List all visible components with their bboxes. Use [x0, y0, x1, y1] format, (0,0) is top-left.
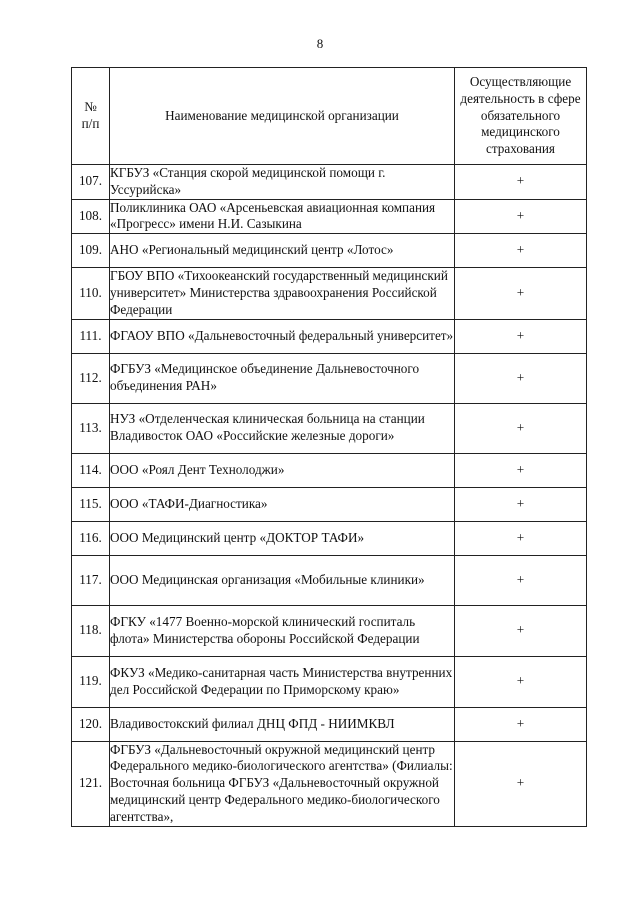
- organization-name: ФКУЗ «Медико-санитарная часть Министерства внутренних дел Российской Федерации по Приморскому краю»: [110, 656, 455, 707]
- table-row: [72, 605, 587, 656]
- header-number: [72, 68, 110, 165]
- page-number: 8: [316, 36, 324, 51]
- header-number-abbr: п/п: [81, 116, 100, 131]
- organization-name: ООО Медицинская организация «Мобильные клиники»: [110, 555, 455, 605]
- organization-name: Поликлиника ОАО «Арсеньевская авиационная компания «Прогресс» имени Н.И. Сазыкина: [110, 199, 455, 234]
- table-row: [72, 741, 587, 826]
- organization-name: КГБУЗ «Станция скорой медицинской помощи г. Уссурийска»: [110, 165, 455, 200]
- row-number: 113.: [72, 403, 110, 453]
- header-number-symbol: №: [84, 99, 97, 115]
- oms-mark: +: [455, 165, 587, 200]
- organizations-table: [71, 67, 587, 827]
- table-row: [72, 199, 587, 234]
- header-oms-activity: Осуществляющие деятельность в сфере обязательного медицинского страхования: [455, 68, 587, 165]
- row-number: 109.: [72, 234, 110, 268]
- table-row: [72, 521, 587, 555]
- table-row: [72, 353, 587, 403]
- organization-name: ФГБУЗ «Дальневосточный окружной медицинский центр Федерального медико-биологического агентства» (Филиалы: Восточная больница ФГБУЗ «Дальневосточный окружной медицинский центр Федерального медико-биологического агентства»,: [110, 741, 455, 826]
- oms-mark: +: [455, 268, 587, 319]
- oms-mark: +: [455, 605, 587, 656]
- organization-name: ООО Медицинский центр «ДОКТОР ТАФИ»: [110, 521, 455, 555]
- oms-mark: +: [455, 521, 587, 555]
- row-number: 117.: [72, 555, 110, 605]
- oms-mark: +: [455, 234, 587, 268]
- organization-name: НУЗ «Отделенческая клиническая больница на станции Владивосток ОАО «Российские железные дороги»: [110, 403, 455, 453]
- table-row: [72, 555, 587, 605]
- header-organization-name: Наименование медицинской организации: [110, 68, 455, 165]
- row-number: 121.: [72, 741, 110, 826]
- row-number: 116.: [72, 521, 110, 555]
- table-header-row: [72, 68, 587, 165]
- row-number: 118.: [72, 605, 110, 656]
- oms-mark: +: [455, 555, 587, 605]
- organization-name: ООО «Роял Дент Технолоджи»: [110, 453, 455, 487]
- oms-mark: +: [455, 199, 587, 234]
- table-row: [72, 656, 587, 707]
- oms-mark: +: [455, 741, 587, 826]
- oms-mark: +: [455, 656, 587, 707]
- organization-name: Владивостокский филиал ДНЦ ФПД - НИИМКВЛ: [110, 707, 455, 741]
- oms-mark: +: [455, 707, 587, 741]
- row-number: 114.: [72, 453, 110, 487]
- row-number: 107.: [72, 165, 110, 200]
- row-number: 108.: [72, 199, 110, 234]
- table-row: [72, 165, 587, 200]
- organization-name: АНО «Региональный медицинский центр «Лотос»: [110, 234, 455, 268]
- table-row: [72, 319, 587, 353]
- organization-name: ФГКУ «1477 Военно-морской клинический госпиталь флота» Министерства обороны Российской Федерации: [110, 605, 455, 656]
- table-row: [72, 268, 587, 319]
- oms-mark: +: [455, 319, 587, 353]
- table-row: [72, 487, 587, 521]
- table-row: [72, 403, 587, 453]
- table-row: [72, 234, 587, 268]
- row-number: 112.: [72, 353, 110, 403]
- row-number: 119.: [72, 656, 110, 707]
- oms-mark: +: [455, 353, 587, 403]
- row-number: 111.: [72, 319, 110, 353]
- row-number: 120.: [72, 707, 110, 741]
- oms-mark: +: [455, 453, 587, 487]
- oms-mark: +: [455, 403, 587, 453]
- oms-mark: +: [455, 487, 587, 521]
- organization-name: ФГАОУ ВПО «Дальневосточный федеральный университет»: [110, 319, 455, 353]
- organization-name: ФГБУЗ «Медицинское объединение Дальневосточного объединения РАН»: [110, 353, 455, 403]
- row-number: 110.: [72, 268, 110, 319]
- organization-name: ООО «ТАФИ-Диагностика»: [110, 487, 455, 521]
- table-row: [72, 707, 587, 741]
- organization-name: ГБОУ ВПО «Тихоокеанский государственный медицинский университет» Министерства здравоохранения Российской Федерации: [110, 268, 455, 319]
- row-number: 115.: [72, 487, 110, 521]
- table-row: [72, 453, 587, 487]
